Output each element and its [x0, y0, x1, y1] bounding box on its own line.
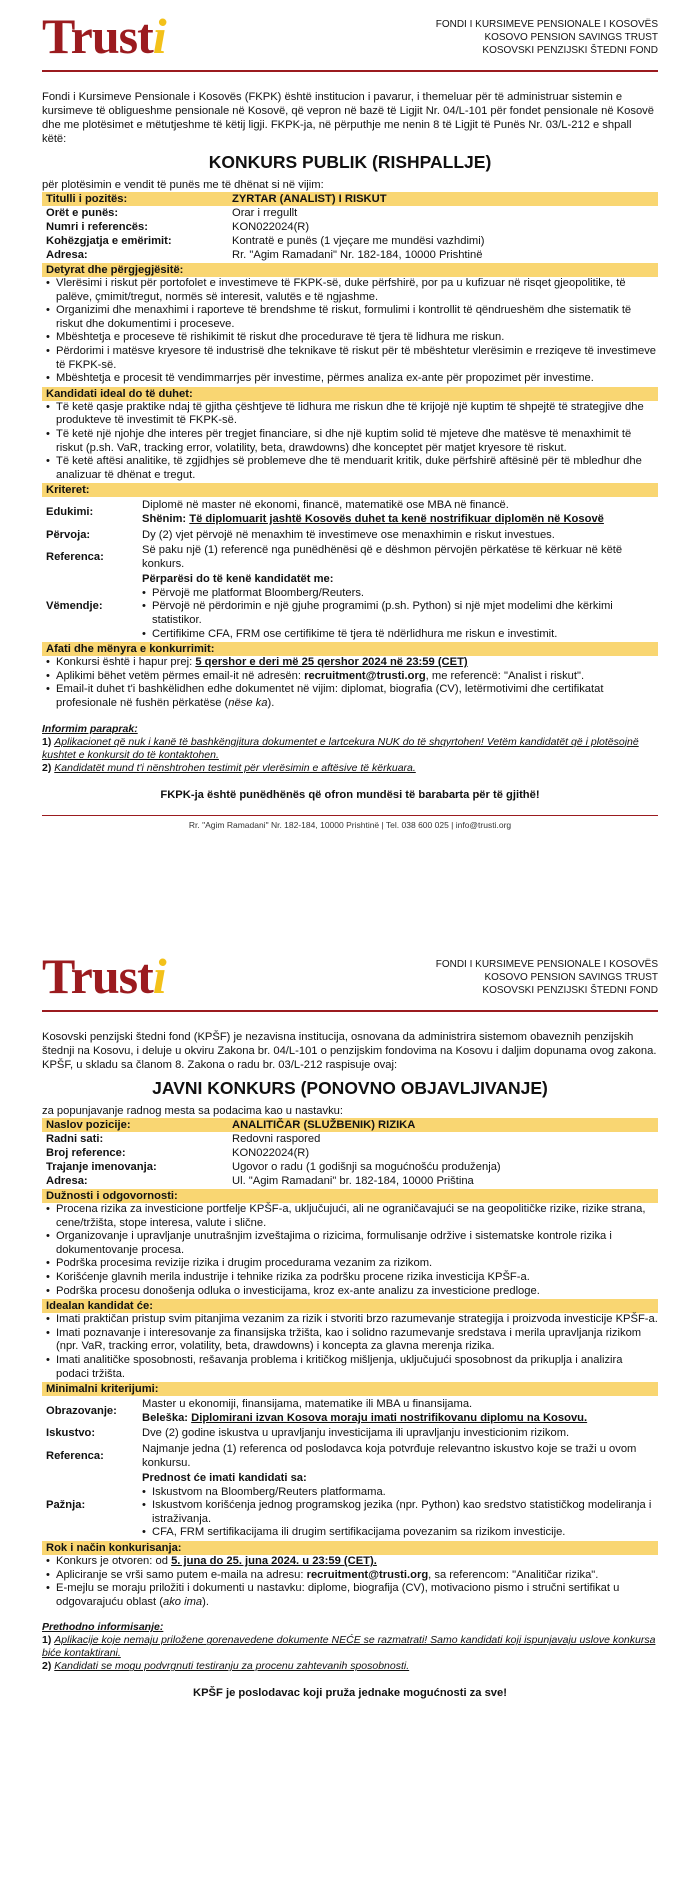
- criteria-heading: Minimalni kriterijumi:: [42, 1382, 658, 1396]
- notice-item: 2) Kandidatët mund t'i nënshtrohen testimit për vlerësimin e aftësive të kërkuara.: [42, 761, 416, 774]
- ideal-item: • Imati poznavanje i interesovanje za finansijska tržišta, kao i solidno razumevanje sredstava i merila upravljanja rizikom (npr. VaR, tracking error, volatility, beta, drawdowns) i koncepta za glavna merenja rizika.: [46, 1327, 658, 1354]
- ideal-candidate-heading: Idealan kandidat će:: [42, 1299, 658, 1313]
- deadline-dates-value: 5. juna do 25. juna 2024. u 23:59 (CET).: [171, 1555, 377, 1568]
- preference-list: [142, 587, 658, 641]
- preference-item: • Iskustvom korišćenja jednog programskog jezika (npr. Python) kao sredstvo statističkog modeliranja i istraživanja.: [142, 1499, 658, 1526]
- institution-name-line: KOSOVO PENSION SAVINGS TRUST: [484, 972, 658, 983]
- preference-item: • Iskustvom na Bloomberg/Reuters platformama.: [142, 1486, 658, 1500]
- duty-item: • Përdorimi i matësve kryesore të industrisë dhe teknikave të riskut për të mbështetur vlerësimin e rreziqeve të investimeve të FKPK-së.: [46, 345, 658, 372]
- footer-contact: Rr. "Agim Ramadani" Nr. 182-184, 10000 Prishtinë | Tel. 038 600 025 | info@trusti.org: [188, 819, 512, 830]
- duty-item: • Mbështetja e proceseve të rishikimit të riskut dhe procedurave të tjera të lidhura me riskun.: [46, 331, 658, 345]
- deadline-dates-value: 5 qershor e deri më 25 qershor 2024 në 23:59 (CET): [195, 656, 468, 669]
- position-title-bar: [42, 192, 658, 206]
- trusti-logo: Trusti: [42, 8, 166, 64]
- criteria-key: Referenca:: [46, 550, 104, 563]
- criteria-experience: [42, 529, 658, 543]
- criteria-attention: [42, 1472, 658, 1540]
- criteria-experience: [42, 1427, 658, 1441]
- notice-item: 1) Aplikacije koje nemaju priložene gorenavedene dokumente NEĆE se razmatrati! Samo kandidati koji ispunjavaju uslove konkursa biće kontaktirani.: [42, 1634, 656, 1660]
- duty-item: • Podrška procesu donošenja odluka o investicijama, kroz ex-ante analizu za investicione predloge.: [46, 1285, 658, 1299]
- info-table: [42, 206, 658, 262]
- info-row: [42, 206, 658, 220]
- trusti-logo: Trusti: [42, 948, 166, 1004]
- info-key: Numri i referencës:: [46, 221, 148, 233]
- info-value: Ul. "Agim Ramadani" br. 182-184, 10000 Priština: [232, 1175, 474, 1187]
- criteria-heading: Kriteret:: [42, 483, 658, 497]
- institution-name-line: KOSOVSKI PENZIJSKI ŠTEDNI FOND: [482, 985, 658, 996]
- education-note-label: Beleška:: [142, 1411, 189, 1424]
- info-row: [42, 248, 658, 262]
- position-label: Titulli i pozitës:: [46, 193, 128, 205]
- duty-item: • Organizimi dhe menaxhimi i raporteve të brendshme të riskut, formulimi i kontrollit të qëndrueshëm dhe sistematik të riskut dhe dokumentimi i proceseve.: [46, 304, 658, 331]
- ideal-item: • Të ketë një njohje dhe interes për tregjet financiare, si dhe një kuptim solid të mjeteve dhe matësve të menaxhimit të riskut (p.sh. VaR, tracking error, volatility, beta, drawdowns) dhe konceptet për matjet kryesore të riskut.: [46, 428, 658, 455]
- institution-names: [436, 954, 658, 997]
- duty-item: • Vlerësimi i riskut për portofolet e investimeve të FKPK-së, duke përfshirë, por pa u kufizuar në risqet gjeopolitike, të palëve, çmimit/tregut, normës së interesit, valutës e të ngjashme.: [46, 277, 658, 304]
- preference-item: • Certifikime CFA, FRM ose certifikime të tjera të ndërlidhura me riskun e investimit.: [142, 628, 658, 642]
- deadline-documents: • E-mejlu se moraju priložiti i dokumenti u nastavku: diplome, biografija (CV), motivaciono pismo i stručni sertifikat u odgovarajuću oblast (ako ima).: [46, 1582, 658, 1609]
- criteria-key: Edukimi:: [46, 506, 94, 519]
- page-title: KONKURS PUBLIK (RISHPALLJE): [208, 152, 492, 172]
- info-value: Rr. "Agim Ramadani" Nr. 182-184, 10000 Prishtinë: [232, 249, 483, 261]
- info-row: [42, 234, 658, 248]
- criteria-key: Përvoja:: [46, 528, 91, 541]
- recruitment-email-link[interactable]: recruitment@trusti.org: [306, 1568, 429, 1581]
- ideal-candidate-list: [42, 1313, 658, 1381]
- prior-notice: [42, 723, 658, 775]
- criteria-education: [42, 1398, 658, 1425]
- info-value: Kontratë e punës (1 vjeçare me mundësi vazhdimi): [232, 235, 485, 247]
- deadline-dates: • Konkurs je otvoren: od 5. juna do 25. juna 2024. u 23:59 (CET).: [46, 1555, 658, 1569]
- criteria-key: Pažnja:: [46, 1499, 86, 1512]
- institution-name-line: KOSOVSKI PENZIJSKI ŠTEDNI FOND: [482, 45, 658, 56]
- education-note-label: Shënim:: [142, 512, 187, 525]
- info-row: [42, 1160, 658, 1174]
- experience-text: Dy (2) vjet përvojë në menaxhim të investimeve ose menaxhimin e riskut investues.: [142, 528, 555, 541]
- preference-heading: Prednost će imati kandidati sa:: [142, 1472, 307, 1485]
- info-table: [42, 1132, 658, 1188]
- duty-item: • Korišćenje glavnih merila industrije i tehnike rizika za podršku procene rizika investicija KPŠF-a.: [46, 1271, 658, 1285]
- ideal-candidate-heading: Kandidati ideal do të duhet:: [42, 387, 658, 401]
- info-value: KON022024(R): [232, 221, 310, 233]
- reference-text: Najmanje jedna (1) referenca od poslodavca koja potvrđuje relevantno iskustvo koje se traži u ovom konkursu.: [142, 1442, 637, 1469]
- notice-item: 2) Kandidati se mogu podvrgnuti testiranju za procenu zahtevanih sposobnosti.: [42, 1660, 410, 1673]
- info-key: Radni sati:: [46, 1133, 104, 1145]
- lead-text: për plotësimin e vendit të punës me të dhënat si në vijim:: [42, 179, 324, 191]
- info-value: Redovni raspored: [232, 1133, 321, 1145]
- criteria-key: Iskustvo:: [46, 1427, 96, 1440]
- duty-item: • Procena rizika za investicione portfelje KPŠF-a, uključujući, ali ne ograničavajući se na geopolitičke rizike, rizike strana, cene/tržišta, stope interesa, valute i slične.: [46, 1203, 658, 1230]
- info-key: Adresa:: [46, 249, 88, 261]
- info-key: Trajanje imenovanja:: [46, 1161, 157, 1173]
- institution-name-line: KOSOVO PENSION SAVINGS TRUST: [484, 32, 658, 43]
- preference-heading: Përparësi do të kenë kandidatët me:: [142, 573, 334, 586]
- duties-list: [42, 277, 658, 386]
- footer-divider: [42, 815, 658, 816]
- info-value: KON022024(R): [232, 1147, 310, 1159]
- preference-item: • Përvojë në përdorimin e një gjuhe programimi (p.sh. Python) si një mjet modelimi dhe kërkimi statistikor.: [142, 600, 658, 627]
- header-divider: [42, 70, 658, 72]
- announcement-albanian: [0, 0, 700, 940]
- position-label: Naslov pozicije:: [46, 1119, 131, 1131]
- page-header: [42, 948, 658, 1004]
- duty-item: • Organizovanje i upravljanje unutrašnjim izveštajima o rizicima, formulisanje održive i sistematske kontrole rizika i dokumentovanje procesa.: [46, 1230, 658, 1257]
- notice-item: 1) Aplikacionet që nuk i kanë të bashkëngjitura dokumentet e lartcekura NUK do të shqyrtohen! Vetëm kandidatët që i plotësojnë kushtet e konkursit do të kontaktohen.: [42, 735, 639, 761]
- duties-heading: Detyrat dhe përgjegjësitë:: [42, 263, 658, 277]
- experience-text: Dve (2) godine iskustva u upravljanju investicijama ili upravljanju investicionim rizikom.: [142, 1427, 570, 1440]
- info-row: [42, 1174, 658, 1188]
- info-value: Orar i rregullt: [232, 207, 298, 219]
- page-header: [42, 8, 658, 64]
- education-note: Të diplomuarit jashtë Kosovës duhet ta kenë nostrifikuar diplomën në Kosovë: [189, 512, 604, 525]
- criteria-attention: [42, 573, 658, 641]
- ideal-item: • Imati analitičke sposobnosti, rešavanja problema i kritičkog mišljenja, uključujući sposobnost da prikuplja i analizira podaci tržišta.: [46, 1354, 658, 1381]
- deadline-list: [42, 1555, 658, 1609]
- criteria-education: [42, 499, 658, 526]
- info-row: [42, 220, 658, 234]
- info-row: [42, 1146, 658, 1160]
- position-value: ZYRTAR (ANALIST) I RISKUT: [232, 193, 387, 205]
- position-value: ANALITIČAR (SLUŽBENIK) RIZIKA: [232, 1119, 416, 1131]
- ideal-item: • Imati praktičan pristup svim pitanjima vezanim za rizik i stvoriti brzo razumevanje strategija i proizvoda investicije KPŠF-a.: [46, 1313, 658, 1327]
- duty-item: • Mbështetja e procesit të vendimmarrjes për investime, përmes analiza ex-ante për propozimet për investime.: [46, 372, 658, 386]
- reference-text: Së paku një (1) referencë nga punëdhënësi që e dëshmon përvojën përkatëse të kërkuar në këtë konkurs.: [142, 544, 623, 570]
- info-key: Orët e punës:: [46, 207, 119, 219]
- criteria-key: Referenca:: [46, 1449, 104, 1462]
- education-text: Diplomë në master në ekonomi, financë, matematikë ose MBA në financë.: [142, 499, 509, 512]
- deadline-heading: Rok i način konkurisanja:: [42, 1541, 658, 1555]
- duty-item: • Podrška procesima revizije rizika i drugim procedurama vezanim za rizikom.: [46, 1257, 658, 1271]
- preference-list: [142, 1486, 658, 1540]
- ideal-candidate-list: [42, 401, 658, 483]
- deadline-heading: Afati dhe mënyra e konkurrimit:: [42, 642, 658, 656]
- duties-list: [42, 1203, 658, 1298]
- equal-opportunity-statement: KPŠF je poslodavac koji pruža jednake mogućnosti za sve!: [193, 1687, 507, 1700]
- deadline-dates: • Konkursi është i hapur prej: 5 qershor e deri më 25 qershor 2024 në 23:59 (CET): [46, 656, 658, 670]
- education-text: Master u ekonomiji, finansijama, matematike ili MBA u finansijama.: [142, 1398, 473, 1411]
- deadline-email: • Aplikimi bëhet vetëm përmes email-it në adresën: recruitment@trusti.org, me referencë: "Analist i riskut".: [46, 670, 658, 684]
- prior-notice: [42, 1621, 658, 1673]
- criteria-table: [42, 499, 658, 641]
- announcement-serbian: [0, 940, 700, 1880]
- info-key: Adresa:: [46, 1175, 88, 1187]
- page-title: JAVNI KONKURS (PONOVNO OBJAVLJIVANJE): [152, 1078, 548, 1098]
- criteria-key: Obrazovanje:: [46, 1404, 117, 1417]
- criteria-reference: [42, 544, 658, 571]
- criteria-reference: [42, 1443, 658, 1470]
- duties-heading: Dužnosti i odgovornosti:: [42, 1189, 658, 1203]
- ideal-item: • Të ketë aftësi analitike, të zgjidhjes së problemeve dhe të menduarit kritik, duke përfshirë aftësinë për të mbledhur dhe analizuar të dhënat e tregut.: [46, 455, 658, 482]
- info-value: Ugovor o radu (1 godišnji sa mogućnošću produženja): [232, 1161, 501, 1173]
- notice-heading: Informim paraprak:: [42, 722, 138, 735]
- info-key: Broj reference:: [46, 1147, 126, 1159]
- header-divider: [42, 1010, 658, 1012]
- education-note: Diplomirani izvan Kosova moraju imati nostrifikovanu diplomu na Kosovu.: [191, 1411, 588, 1424]
- notice-heading: Prethodno informisanje:: [42, 1621, 164, 1634]
- deadline-documents: • Email-it duhet t'i bashkëlidhen edhe dokumentet në vijim: diplomat, biografia (CV), letërmotivimi dhe certifikatat profesionale në fushën përkatëse (nëse ka).: [46, 683, 658, 710]
- preference-item: • CFA, FRM sertifikacijama ili drugim sertifikacijama povezanim sa rizikom investicije.: [142, 1526, 658, 1540]
- intro-paragraph: Fondi i Kursimeve Pensionale i Kosovës (FKPK) është institucion i pavarur, i themeluar për të administruar sistemin e kursimeve të obligueshme pensionale në Kosovë, që vepron në bazë të Ligjit Nr. 04/L-101 për fondet pensionale në Kosovë dhe me plotësimet e mëtutjeshme të këtij ligji. FKPK-ja, në përputhje me nenin 8 të Ligjit të Punës Nr. 03/L-212 e shpall këtë:: [42, 91, 654, 145]
- info-key: Kohëzgjatja e emërimit:: [46, 235, 172, 247]
- institution-name-line: FONDI I KURSIMEVE PENSIONALE I KOSOVËS: [435, 959, 658, 970]
- deadline-list: [42, 656, 658, 710]
- ideal-item: • Të ketë qasje praktike ndaj të gjitha çështjeve të lidhura me riskun dhe të krijojë një kuptim të shpejtë të strategjive dhe produkteve të investimit të FKPK-së.: [46, 401, 658, 428]
- deadline-email: • Apliciranje se vrši samo putem e-maila na adresu: recruitment@trusti.org, sa referencom: "Analitičar rizika".: [46, 1569, 658, 1583]
- institution-name-line: FONDI I KURSIMEVE PENSIONALE I KOSOVËS: [435, 19, 658, 30]
- equal-opportunity-statement: FKPK-ja është punëdhënës që ofron mundësi të barabarta për të gjithë!: [160, 788, 540, 801]
- preference-item: • Përvojë me platformat Bloomberg/Reuters.: [142, 587, 658, 601]
- intro-paragraph: Kosovski penzijski štedni fond (KPŠF) je nezavisna institucija, osnovana da administrira sistemom obaveznih penzijskih štednji na Kosovu, i deluje u okviru Zakona br. 04/L-101 o penzijskim fondovima na Kosovu i daljim dopunama ovog zakona. KPŠF, u skladu sa članom 8. Zakona o radu br. 03/L-212 raspisuje ovaj:: [42, 1031, 657, 1071]
- info-row: [42, 1132, 658, 1146]
- criteria-key: Vëmendje:: [46, 600, 103, 613]
- recruitment-email-link[interactable]: recruitment@trusti.org: [304, 669, 426, 682]
- institution-names: [436, 14, 658, 57]
- position-title-bar: [42, 1118, 658, 1132]
- criteria-table: [42, 1398, 658, 1540]
- lead-text: za popunjavanje radnog mesta sa podacima kao u nastavku:: [42, 1105, 344, 1117]
